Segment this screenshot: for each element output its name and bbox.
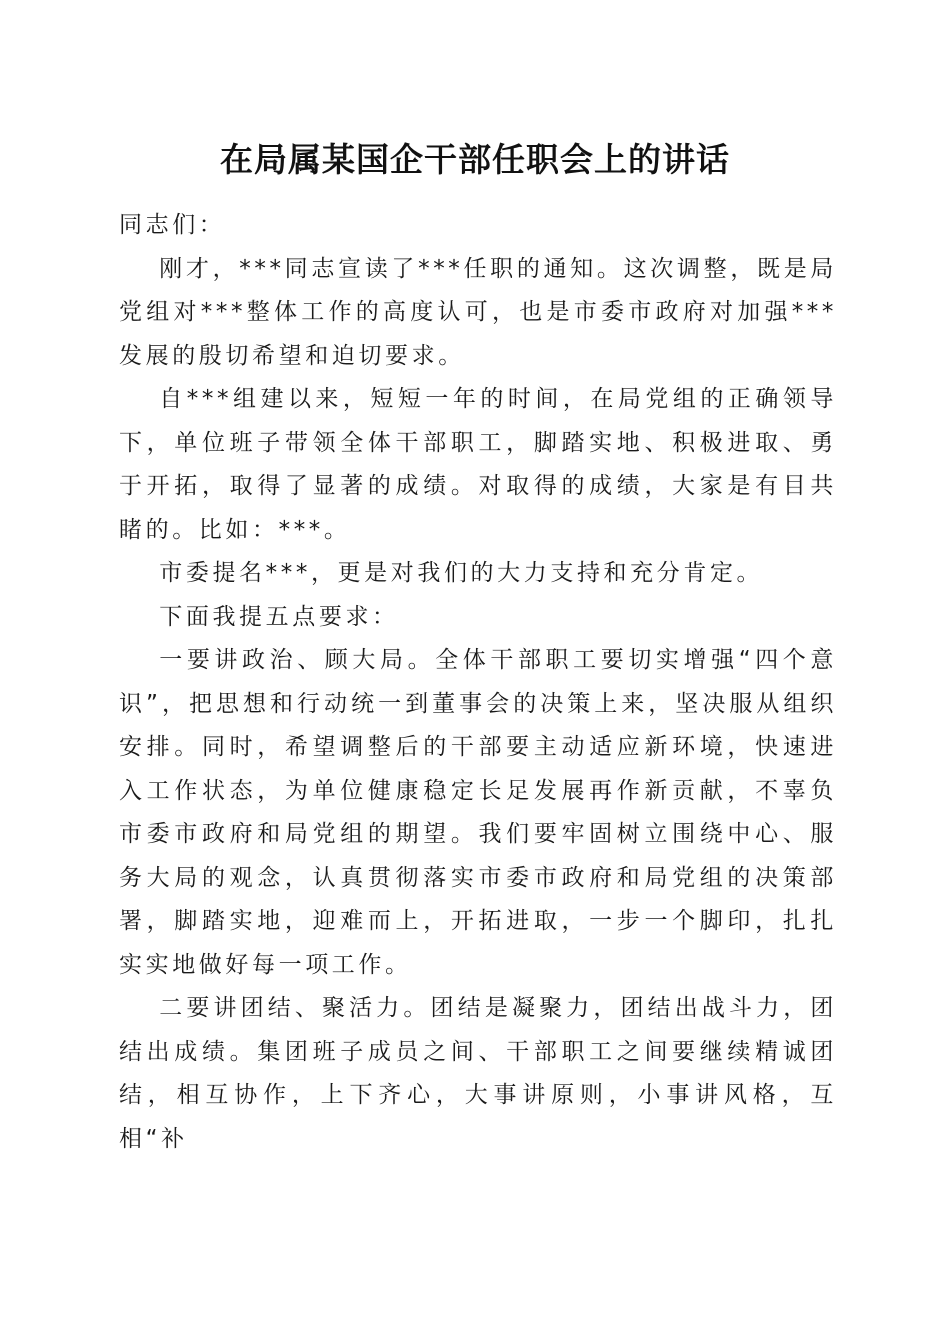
document-body: [119, 204, 837, 1161]
salutation: 同志们：: [119, 212, 226, 238]
paragraph-2: 自***组建以来，短短一年的时间，在局党组的正确领导下，单位班子带领全体干部职工，脚踏实地、积极进取、勇于开拓，取得了显著的成绩。对取得的成绩，大家是有目共睹的。比如：***。: [119, 386, 837, 543]
document-title: 在局属某国企干部任职会上的讲话: [220, 140, 730, 179]
paragraph-1: 刚才，***同志宣读了***任职的通知。这次调整，既是局党组对***整体工作的高度认可，也是市委市政府对加强***发展的殷切希望和迫切要求。: [119, 255, 837, 369]
paragraph-3: 市委提名***，更是对我们的大力支持和充分肯定。: [159, 560, 764, 586]
paragraph-4: 下面我提五点要求：: [159, 603, 399, 630]
paragraph-6: 二要讲团结、聚活力。团结是凝聚力，团结出战斗力，团结出成绩。集团班子成员之间、干部职工之间要继续精诚团结，相互协作，上下齐心，大事讲原则，小事讲风格，互相“补: [119, 995, 837, 1152]
paragraph-5: 一要讲政治、顾大局。全体干部职工要切实增强“四个意识”，把思想和行动统一到董事会的决策上来，坚决服从组织安排。同时，希望调整后的干部要主动适应新环境，快速进入工作状态，为单位健康稳定长足发展再作新贡献，不辜负市委市政府和局党组的期望。我们要牢固树立围绕中心、服务大局的观念，认真贯彻落实市委市政府和局党组的决策部署，脚踏实地，迎难而上，开拓进取，一步一个脚印，扎扎实实地做好每一项工作。: [119, 647, 837, 978]
